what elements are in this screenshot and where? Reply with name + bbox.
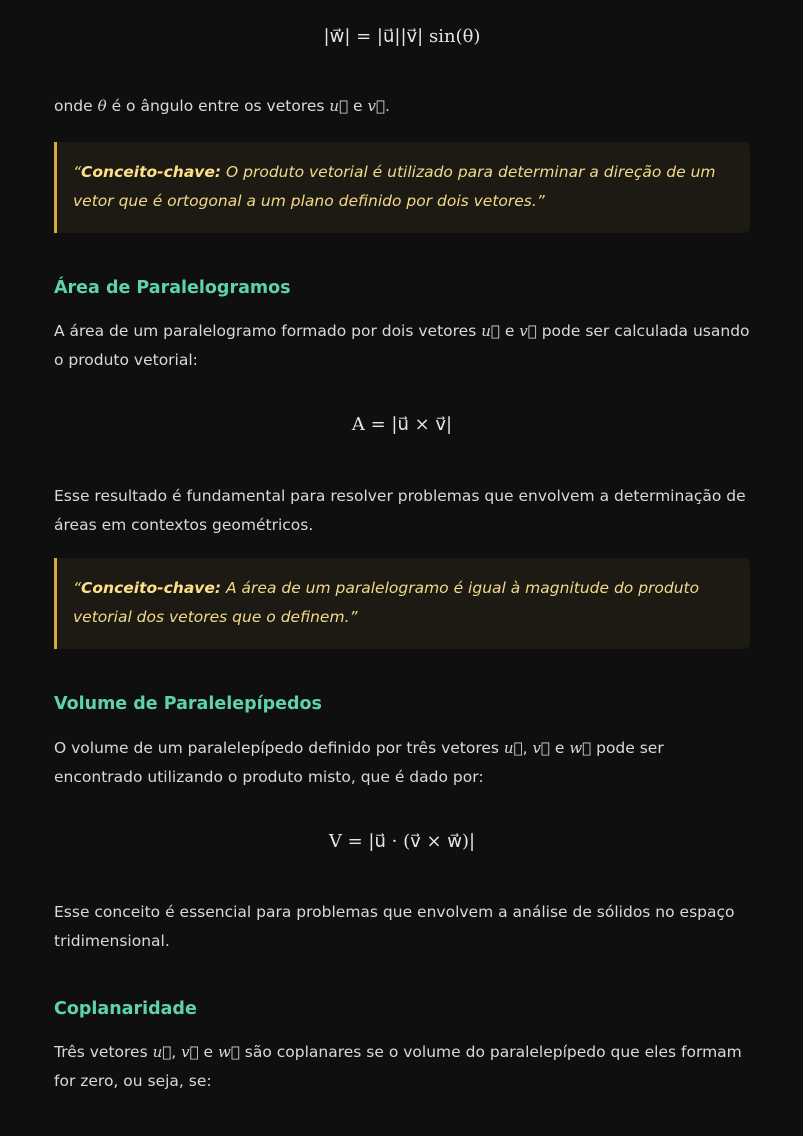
text: onde [54, 97, 98, 115]
text: . [384, 97, 390, 115]
paragraph-volume-conclusion: Esse conceito é essencial para problemas que envolvem a análise de sólidos no espaço tridimensional. [54, 903, 735, 950]
text: e [348, 97, 368, 115]
text: , [522, 739, 533, 757]
text: pode ser calculada usando o produto vetorial: [54, 322, 750, 369]
paragraph-area-intro [54, 317, 750, 374]
text: O volume de um paralelepípedo definido por três vetores [54, 739, 504, 757]
callout-label: Conceito-chave: [81, 579, 222, 597]
vector-w: w⃗ [569, 739, 592, 757]
paragraph-coplanarity [54, 1038, 750, 1095]
callout-label: Conceito-chave: [81, 163, 222, 181]
vector-w: w⃗ [218, 1043, 240, 1061]
vector-v: v⃗ [532, 739, 550, 757]
formula-volume: V = |u⃗ · (v⃗ × w⃗)| [328, 831, 476, 852]
section-heading-volume: Volume de Paralelepípedos [54, 694, 322, 714]
text: são coplanares se o volume do paralelepípedo que eles formam for zero, ou seja, se: [54, 1043, 742, 1090]
quote-open: “ [73, 579, 82, 597]
paragraph-volume-intro [54, 734, 750, 791]
callout-text: A área de um paralelogramo é igual à magnitude do produto vetorial dos vetores que o definem.” [73, 579, 700, 626]
vector-u: u⃗ [481, 322, 500, 340]
paragraph-area-conclusion: Esse resultado é fundamental para resolver problemas que envolvem a determinação de áreas em contextos geométricos. [54, 487, 746, 534]
callout-text: O produto vetorial é utilizado para determinar a direção de um vetor que é ortogonal a um plano definido por dois vetores.” [73, 163, 716, 210]
key-concept-callout [54, 142, 750, 233]
text: Três vetores [54, 1043, 153, 1061]
text: pode ser encontrado utilizando o produto misto, que é dado por: [54, 739, 664, 786]
text: , [171, 1043, 182, 1061]
text: A área de um paralelogramo formado por dois vetores [54, 322, 482, 340]
vector-v: v⃗ [181, 1043, 199, 1061]
text: é o ângulo entre os vetores [106, 97, 330, 115]
theta-symbol: θ [97, 97, 107, 115]
formula-area: A = |u⃗ × v⃗| [351, 414, 453, 435]
section-heading-area: Área de Paralelogramos [54, 278, 291, 298]
key-concept-callout [54, 558, 750, 649]
formula-cross-product-magnitude: |w⃗| = |u⃗||v⃗| sin(θ) [323, 26, 481, 47]
quote-open: “ [73, 163, 82, 181]
vector-v: v⃗ [367, 97, 385, 115]
vector-v: v⃗ [519, 322, 537, 340]
vector-u: u⃗ [329, 97, 349, 115]
text: e [499, 322, 520, 340]
text: e [198, 1043, 219, 1061]
section-heading-coplanarity: Coplanaridade [54, 999, 197, 1019]
paragraph-theta-definition [54, 92, 750, 121]
vector-u: u⃗ [503, 739, 523, 757]
text: e [549, 739, 570, 757]
vector-u: u⃗ [152, 1043, 172, 1061]
